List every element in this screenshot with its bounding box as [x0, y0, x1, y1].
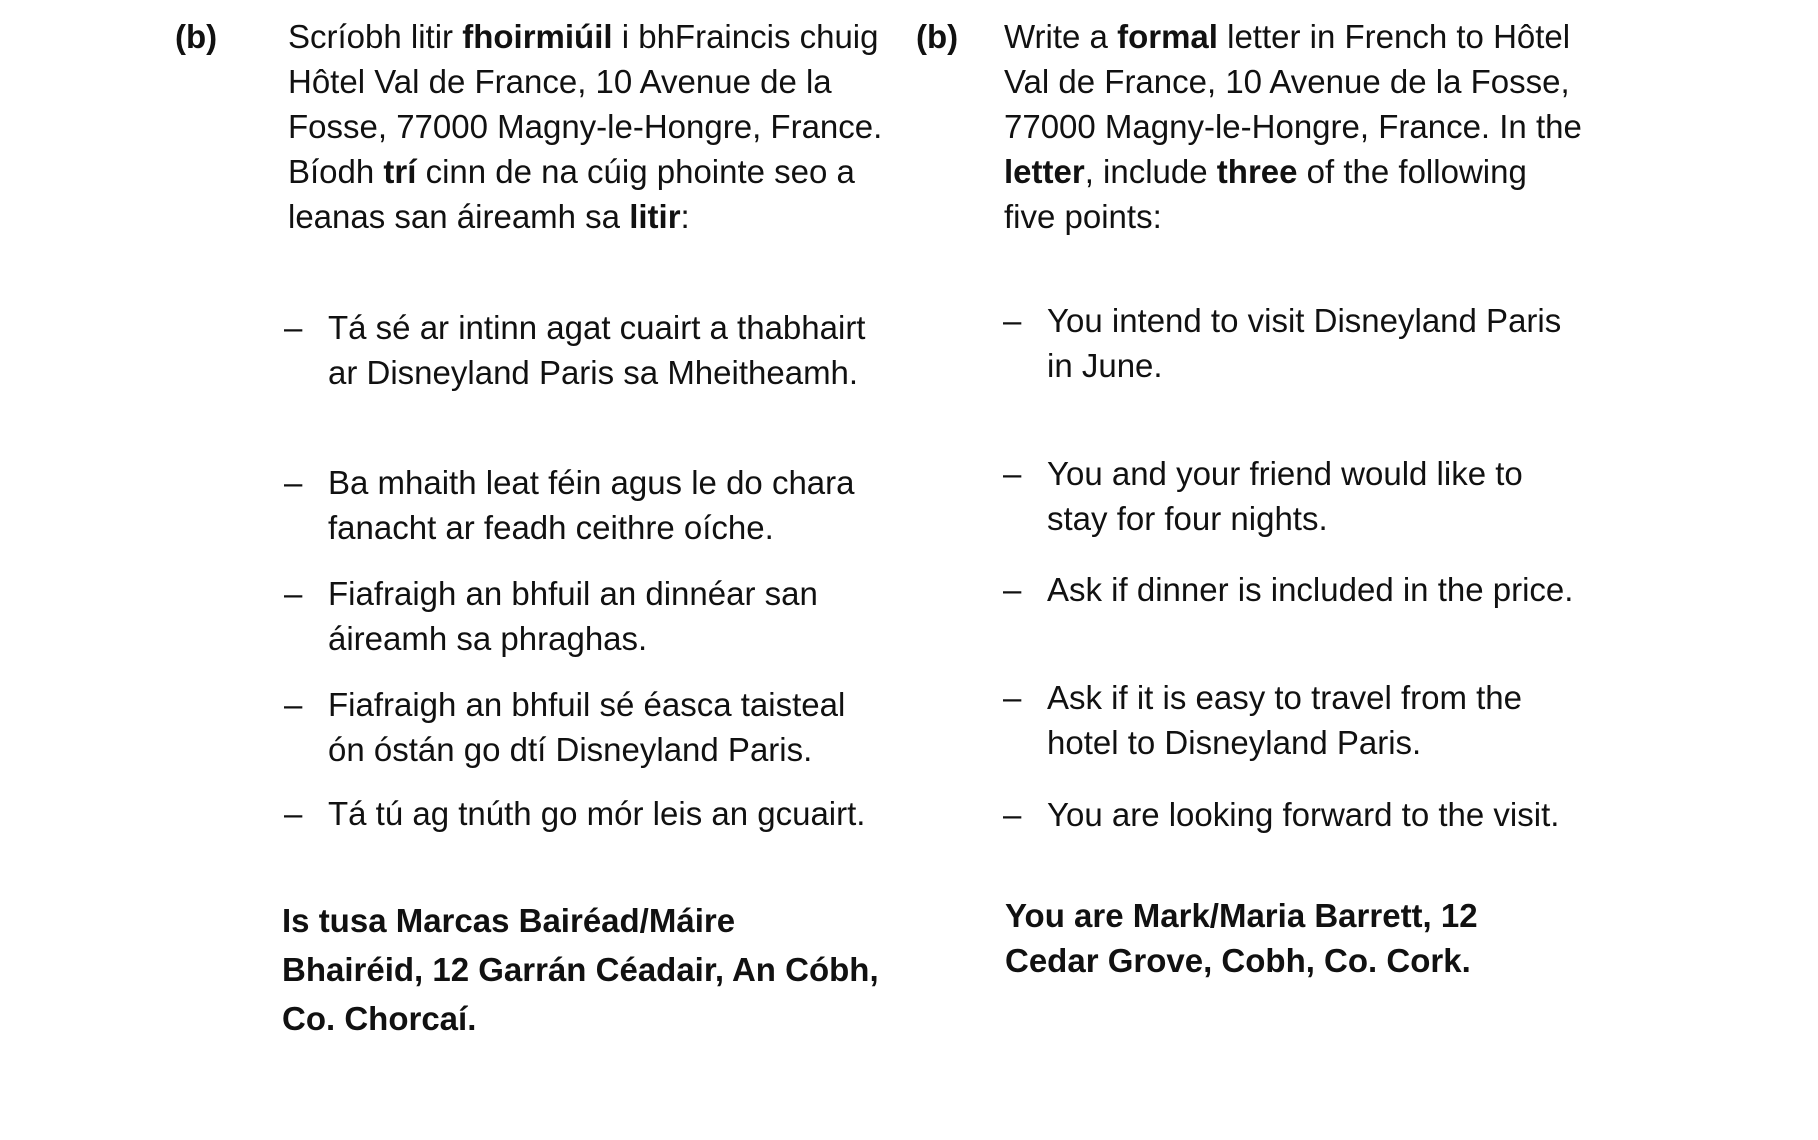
english-intro-text-2: letter in French to Hôtel Val de France, 10 Avenue de la Fosse, 77000 Magny-le-Hongre, France. In the: [1004, 18, 1582, 145]
irish-intro-bold-1: fhoirmiúil: [462, 18, 613, 55]
dash-bullet: –: [284, 795, 303, 832]
irish-intro-bold-2: trí: [383, 153, 417, 190]
english-point-text: Ask if dinner is included in the price.: [1047, 571, 1574, 608]
english-point-text: You intend to visit Disneyland Paris in June.: [1047, 302, 1562, 384]
irish-intro-bold-3: litir: [629, 198, 681, 235]
dash-bullet: –: [1003, 796, 1022, 833]
irish-point-text: Ba mhaith leat féin agus le do chara fanacht ar feadh ceithre oíche.: [328, 464, 855, 546]
english-intro-bold-3: three: [1216, 153, 1298, 190]
irish-intro-text-1: Scríobh litir: [288, 18, 463, 55]
dash-bullet: –: [1003, 455, 1022, 492]
irish-point-text: Fiafraigh an bhfuil sé éasca taisteal ón óstán go dtí Disneyland Paris.: [328, 686, 846, 768]
irish-intro-text-2: i bhFraincis chuig Hôtel Val de France, 10 Avenue de la Fosse, 77000 Magny-le-Hongre, France. Bíodh: [288, 18, 883, 190]
irish-intro-text-4: :: [680, 198, 690, 235]
english-instructions: [1004, 14, 1584, 239]
english-point-text: Ask if it is easy to travel from the hotel to Disneyland Paris.: [1047, 679, 1522, 761]
irish-question-label: (b): [175, 18, 218, 55]
dash-bullet: –: [284, 309, 303, 346]
irish-point-text: Fiafraigh an bhfuil an dinnéar san áireamh sa phraghas.: [328, 575, 818, 657]
dash-bullet: –: [284, 686, 303, 723]
english-intro-bold-2: letter: [1004, 153, 1085, 190]
irish-signature: Is tusa Marcas Bairéad/Máire Bhairéid, 12 Garrán Céadair, An Cóbh, Co. Chorcaí.: [282, 902, 879, 1037]
dash-bullet: –: [1003, 302, 1022, 339]
dash-bullet: –: [284, 575, 303, 612]
irish-instructions: [288, 14, 888, 239]
english-intro-text-1: Write a: [1004, 18, 1118, 55]
irish-intro-text-3: cinn de na cúig phointe seo a leanas san áireamh sa: [288, 153, 855, 235]
english-point-text: You and your friend would like to stay for four nights.: [1047, 455, 1523, 537]
english-intro-text-4: of the following five points:: [1004, 153, 1527, 235]
irish-point-text: Tá tú ag tnúth go mór leis an gcuairt.: [328, 795, 866, 832]
irish-point-text: Tá sé ar intinn agat cuairt a thabhairt ar Disneyland Paris sa Mheitheamh.: [328, 309, 866, 391]
english-intro-bold-1: formal: [1117, 18, 1218, 55]
dash-bullet: –: [1003, 571, 1022, 608]
english-signature: You are Mark/Maria Barrett, 12 Cedar Grove, Cobh, Co. Cork.: [1005, 897, 1478, 979]
english-question-label: (b): [916, 18, 959, 55]
english-point-text: You are looking forward to the visit.: [1047, 796, 1560, 833]
dash-bullet: –: [284, 464, 303, 501]
dash-bullet: –: [1003, 679, 1022, 716]
english-intro-text-3: , include: [1084, 153, 1217, 190]
